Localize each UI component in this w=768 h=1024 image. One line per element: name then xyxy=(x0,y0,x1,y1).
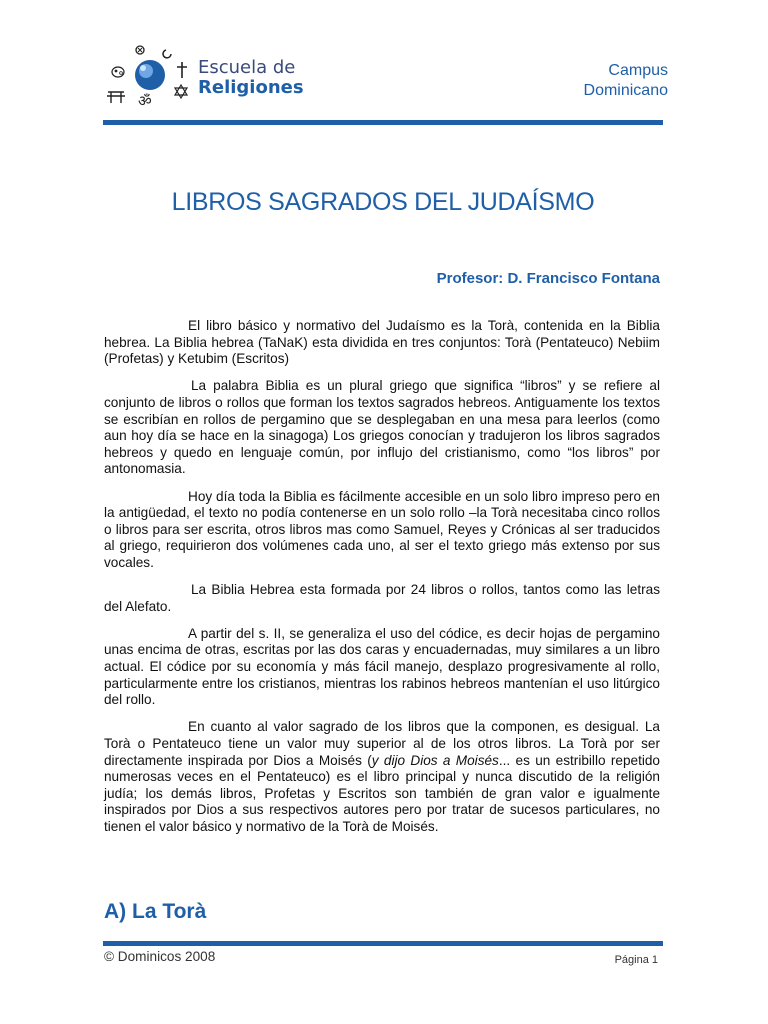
campus-line-1: Campus xyxy=(608,62,668,79)
logo-text xyxy=(198,58,304,98)
header-divider xyxy=(103,120,663,125)
campus-label xyxy=(584,61,668,101)
paragraph-5 xyxy=(104,626,660,709)
section-heading: A) La Torà xyxy=(104,900,207,923)
paragraph-4-text: La Biblia Hebrea esta formada por 24 libros o rollos, tantos como las letras del Alefato. xyxy=(104,582,660,614)
svg-text:ॐ: ॐ xyxy=(138,92,152,110)
paragraph-2 xyxy=(104,378,660,478)
page-title: LIBROS SAGRADOS DEL JUDAÍSMO xyxy=(171,188,595,216)
paragraph-1-text: El libro básico y normativo del Judaísmo es la Torà, contenida en la Biblia hebrea. La Biblia hebrea (TaNaK) esta dividida en tres conjuntos: Torà (Pentateuco) Nebiim (Profetas) y Ketubim (Escritos) xyxy=(104,318,660,367)
paragraph-1 xyxy=(104,318,660,368)
paragraph-6 xyxy=(104,719,660,835)
professor-line: Profesor: D. Francisco Fontana xyxy=(436,270,660,287)
paragraph-4 xyxy=(104,582,660,615)
paragraph-3 xyxy=(104,489,660,572)
document-body xyxy=(104,318,660,846)
logo-line-1: Escuela de xyxy=(198,57,296,78)
paragraph-3-text: Hoy día toda la Biblia es fácilmente accesible en un solo libro impreso pero en la antigüedad, el texto no podía contenerse en un solo rollo –la Torà necesitaba cinco rollos o libros para ser escrita, otros libros mas como Samuel, Reyes y Crónicas al ser traducidos al griego, requirieron dos volúmenes cada uno, al ser el texto griego más extenso por sus vocales. xyxy=(104,488,660,570)
paragraph-6-text-a: En cuanto al valor sagrado de los libros que la componen, es desigual. La Torà o Pentateuco tiene un valor muy superior al de los otros libros. La Torà por ser directamente inspirada por Dios a Moisés ( xyxy=(104,719,660,768)
paragraph-2-text: La palabra Biblia es un plural griego que significa “libros” y se refiere al conjunto de libros o rollos que forman los textos sagrados hebreos. Antiguamente los textos se escribían en rollos de pergamino que se desplegaban en una mesa para leerlos (como aun hoy día se hace en la sinagoga) Los griegos conocían y tradujeron los libros sagrados hebreos y quedo en lenguaje común, por influjo del cristianismo, como “los libros” por antonomasia. xyxy=(104,378,660,477)
paragraph-6-italic: y dijo Dios a Moisés xyxy=(371,752,499,768)
paragraph-5-text: A partir del s. II, se generaliza el uso del códice, es decir hojas de pergamino unas encima de otras, escritas por las dos caras y encuadernadas, muy similares a un libro actual. El códice por su economía y más fácil manejo, desplazo progresivamente al rollo, particularmente entre los cristianos, mientras los rabinos hebreos mantenían el uso litúrgico del rollo. xyxy=(104,625,660,708)
campus-line-2: Dominicano xyxy=(583,82,668,99)
page-number: Página 1 xyxy=(614,954,658,966)
logo-line-2: Religiones xyxy=(198,77,304,98)
paragraph-6-text-b: ... es un estribillo repetido numerosas veces en el Pentateuco) es el libro principal y nunca discutido de la religión judía; los demás libros, Profetas y Escritos son también de gran valor e igualmente inspirados por Dios a sus respectivos autores pero por tratar de sucesos particulares, no tienen el valor básico y normativo de la Torà de Moisés. xyxy=(104,752,660,834)
footer-divider xyxy=(103,941,663,946)
footer-copyright: © Dominicos 2008 xyxy=(104,949,216,964)
